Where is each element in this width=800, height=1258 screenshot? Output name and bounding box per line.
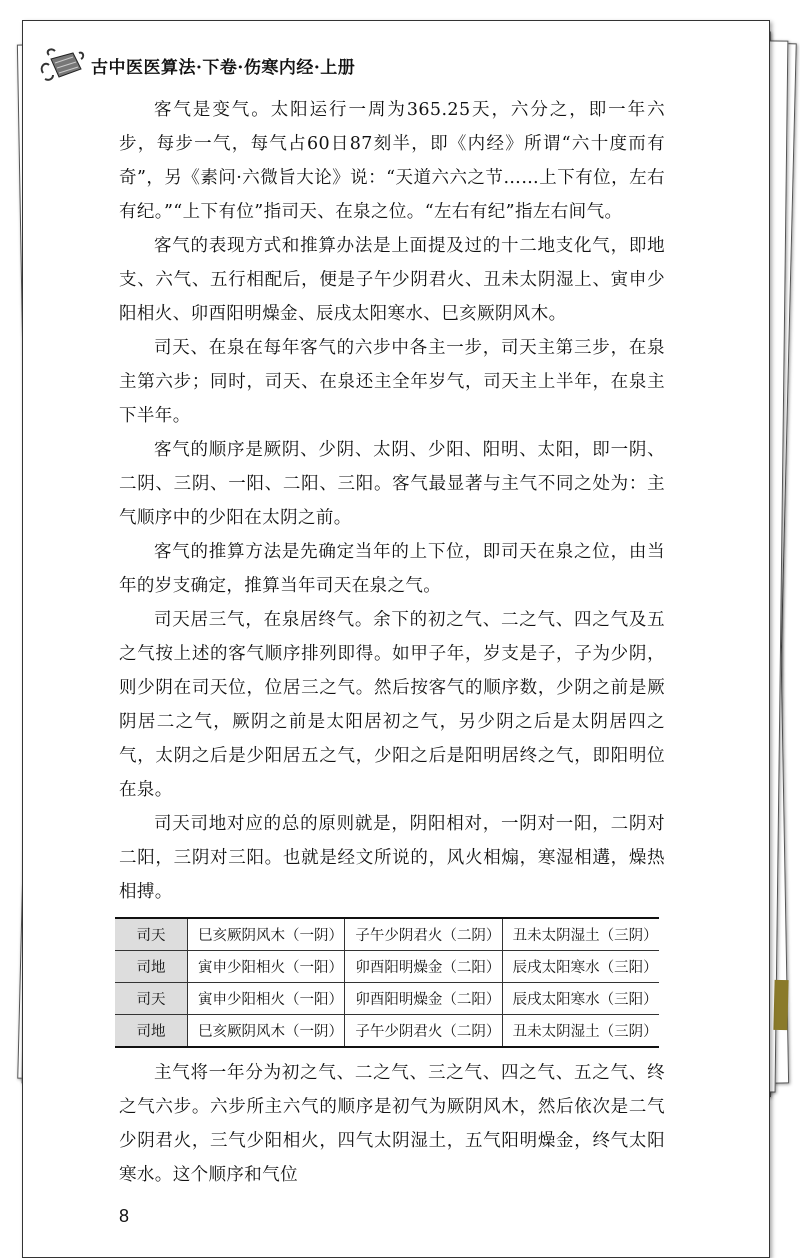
sitian-sidi-table xyxy=(115,917,659,1048)
table-cell: 子午少阴君火（二阴） xyxy=(345,918,502,951)
page-number: 8 xyxy=(119,1206,130,1226)
paragraph: 司天司地对应的总的原则就是，阴阳相对，一阴对一阳，二阴对二阳，三阴对三阳。也就是经文所说的，风火相煽，寒湿相遘，燥热相搏。 xyxy=(119,814,665,902)
book-scroll-logo-icon xyxy=(39,47,87,83)
paragraph: 客气的表现方式和推算办法是上面提及过的十二地支化气，即地支、六气、五行相配后，便是子午少阴君火、丑未太阴湿上、寅申少阳相火、卯酉阳明燥金、辰戌太阳寒水、巳亥厥阴风木。 xyxy=(119,236,665,324)
table-cell: 巳亥厥阴风木（一阴） xyxy=(188,1015,345,1048)
row-header: 司天 xyxy=(115,983,188,1015)
table-cell: 辰戌太阳寒水（三阳） xyxy=(502,951,659,983)
table-cell: 子午少阴君火（二阴） xyxy=(345,1015,502,1048)
table-cell: 辰戌太阳寒水（三阳） xyxy=(502,983,659,1015)
book-page xyxy=(22,20,770,1258)
header-title: 古中医医算法·下卷·伤寒内经·上册 xyxy=(91,57,356,78)
table-row xyxy=(115,951,659,983)
row-header: 司地 xyxy=(115,951,188,983)
table-cell: 寅申少阳相火（一阳） xyxy=(188,951,345,983)
table-cell: 卯酉阳明燥金（二阳） xyxy=(345,983,502,1015)
paragraph: 司天、在泉在每年客气的六步中各主一步，司天主第三步，在泉主第六步；同时，司天、在泉还主全年岁气，司天主上半年，在泉主下半年。 xyxy=(119,338,665,426)
page-content xyxy=(119,93,665,1227)
paragraph: 客气的推算方法是先确定当年的上下位，即司天在泉之位，由当年的岁支确定，推算当年司天在泉之气。 xyxy=(119,542,665,596)
table-row xyxy=(115,983,659,1015)
paragraph: 客气的顺序是厥阴、少阴、太阴、少阳、阳明、太阳，即一阴、二阴、三阴、一阳、二阳、三阳。客气最显著与主气不同之处为：主气顺序中的少阳在太阴之前。 xyxy=(119,440,665,528)
paragraph: 司天居三气，在泉居终气。余下的初之气、二之气、四之气及五之气按上述的客气顺序排列即得。如甲子年，岁支是子，子为少阴，则少阴在司天位，位居三之气。然后按客气的顺序数，少阴之前是厥阴居二之气，厥阴之前是太阳居初之气，另少阴之后是太阴居四之气，太阴之后是少阳居五之气，少阳之后是阳明居终之气，即阳明位在泉。 xyxy=(119,610,665,800)
table-row xyxy=(115,1015,659,1048)
row-header: 司天 xyxy=(115,918,188,951)
table-cell: 丑未太阴湿土（三阴） xyxy=(502,918,659,951)
table-cell: 寅申少阳相火（一阳） xyxy=(188,983,345,1015)
table-cell: 巳亥厥阴风木（一阴） xyxy=(188,918,345,951)
table-cell: 卯酉阳明燥金（二阳） xyxy=(345,951,502,983)
table-row xyxy=(115,918,659,951)
body-text-continued xyxy=(119,1056,665,1192)
page-edge-stripe xyxy=(773,980,788,1030)
running-header xyxy=(39,47,769,83)
paragraph: 主气将一年分为初之气、二之气、三之气、四之气、五之气、终之气六步。六步所主六气的顺序是初气为厥阴风木，然后依次是二气少阴君火，三气少阳相火，四气太阴湿土，五气阳明燥金，终气太阳寒水。这个顺序和气位 xyxy=(119,1063,665,1185)
row-header: 司地 xyxy=(115,1015,188,1048)
body-text xyxy=(119,93,665,909)
paragraph: 客气是变气。太阳运行一周为365.25天，六分之，即一年六步，每步一气，每气占60日87刻半，即《内经》所谓“六十度而有奇”，另《素问·六微旨大论》说：“天道六六之节……上下有位，左右有纪。”“上下有位”指司天、在泉之位。“左右有纪”指左右间气。 xyxy=(119,100,665,222)
table-cell: 丑未太阴湿土（三阴） xyxy=(502,1015,659,1048)
